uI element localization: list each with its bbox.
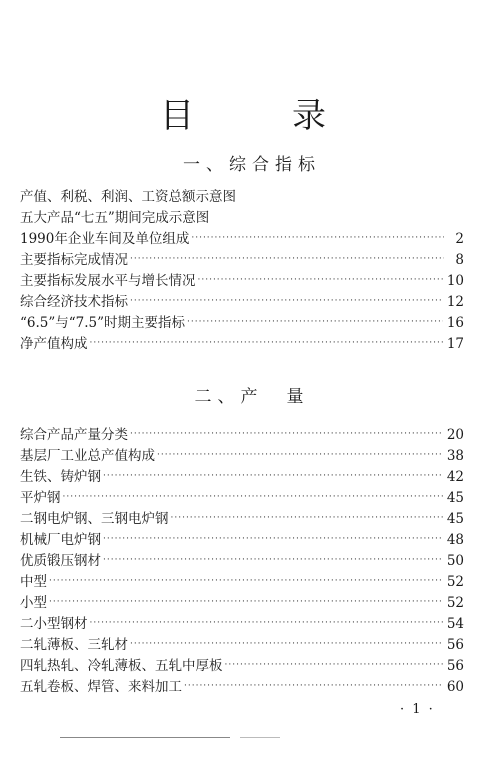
toc-entry-label: 综合产品产量分类 [20, 427, 128, 443]
toc-entry-label: 主要指标完成情况 [20, 252, 128, 268]
scan-mark [240, 737, 280, 738]
toc-entry-page: 45 [446, 490, 464, 506]
toc-list-section-1 [20, 184, 464, 352]
toc-entry [20, 674, 464, 695]
toc-entry [20, 310, 464, 331]
toc-entry-label: 机械厂电炉钢 [20, 532, 101, 548]
toc-entry-page: 60 [446, 679, 464, 695]
toc-entry-label: 五大产品“七五”期间完成示意图 [20, 210, 210, 226]
toc-entry [20, 527, 464, 548]
toc-entry [20, 184, 464, 205]
toc-entry-label: 平炉钢 [20, 490, 61, 506]
toc-entry [20, 226, 464, 247]
toc-entry-page: 2 [455, 231, 464, 247]
toc-entry-page: 52 [446, 595, 464, 611]
toc-entry-label: “6.5”与“7.5”时期主要指标 [20, 315, 186, 331]
toc-entry-page: 56 [446, 658, 464, 674]
toc-entry-label: 四轧热轧、冷轧薄板、五轧中厚板 [20, 658, 223, 674]
toc-entry [20, 611, 464, 632]
toc-entry-label: 产值、利税、利润、工资总额示意图 [20, 189, 236, 205]
toc-list-section-2 [20, 422, 464, 695]
toc-entry-label: 生铁、铸炉钢 [20, 469, 101, 485]
toc-entry [20, 289, 464, 310]
toc-entry-page: 12 [446, 294, 464, 310]
toc-entry-page: 10 [446, 273, 464, 289]
toc-entry-label: 中型 [20, 574, 47, 590]
page-title-left: 目 [160, 96, 196, 136]
toc-entry-label: 二轧薄板、三轧材 [20, 637, 128, 653]
toc-entry-label: 优质锻压钢材 [20, 553, 101, 569]
section-heading-1: 一、综合指标 [183, 155, 321, 175]
toc-entry-page: 16 [446, 315, 464, 331]
toc-entry-page: 45 [446, 511, 464, 527]
toc-entry-label: 1990年企业车间及单位组成 [20, 231, 190, 247]
toc-entry-label: 净产值构成 [20, 336, 88, 352]
page-title-right: 录 [292, 96, 328, 136]
toc-entry [20, 653, 464, 674]
toc-entry [20, 632, 464, 653]
toc-entry-label: 五轧卷板、焊管、来料加工 [20, 679, 182, 695]
toc-entry [20, 247, 464, 268]
toc-entry-label: 综合经济技术指标 [20, 294, 128, 310]
toc-entry [20, 506, 464, 527]
toc-entry-page: 56 [446, 637, 464, 653]
toc-entry [20, 331, 464, 352]
section-heading-2: 二、产 量 [194, 387, 310, 407]
toc-entry [20, 268, 464, 289]
toc-entry-label: 基层厂工业总产值构成 [20, 448, 155, 464]
toc-entry-label: 主要指标发展水平与增长情况 [20, 273, 196, 289]
toc-entry [20, 548, 464, 569]
toc-entry-page: 52 [446, 574, 464, 590]
scan-mark [60, 737, 230, 738]
toc-entry-page: 38 [446, 448, 464, 464]
toc-entry [20, 443, 464, 464]
toc-entry-label: 二钢电炉钢、三钢电炉钢 [20, 511, 169, 527]
toc-entry-page: 50 [446, 553, 464, 569]
toc-entry [20, 590, 464, 611]
toc-entry-page: 54 [446, 616, 464, 632]
toc-entry [20, 464, 464, 485]
toc-entry-page: 42 [446, 469, 464, 485]
toc-entry [20, 485, 464, 506]
toc-entry-label: 小型 [20, 595, 47, 611]
toc-entry-label: 二小型钢材 [20, 616, 88, 632]
toc-entry [20, 205, 464, 226]
toc-entry [20, 422, 464, 443]
toc-entry-page: 20 [446, 427, 464, 443]
toc-entry-page: 17 [446, 336, 464, 352]
toc-entry [20, 569, 464, 590]
toc-entry-page: 8 [455, 252, 464, 268]
toc-entry-page: 48 [446, 532, 464, 548]
page-folio: · 1 · [400, 702, 435, 717]
